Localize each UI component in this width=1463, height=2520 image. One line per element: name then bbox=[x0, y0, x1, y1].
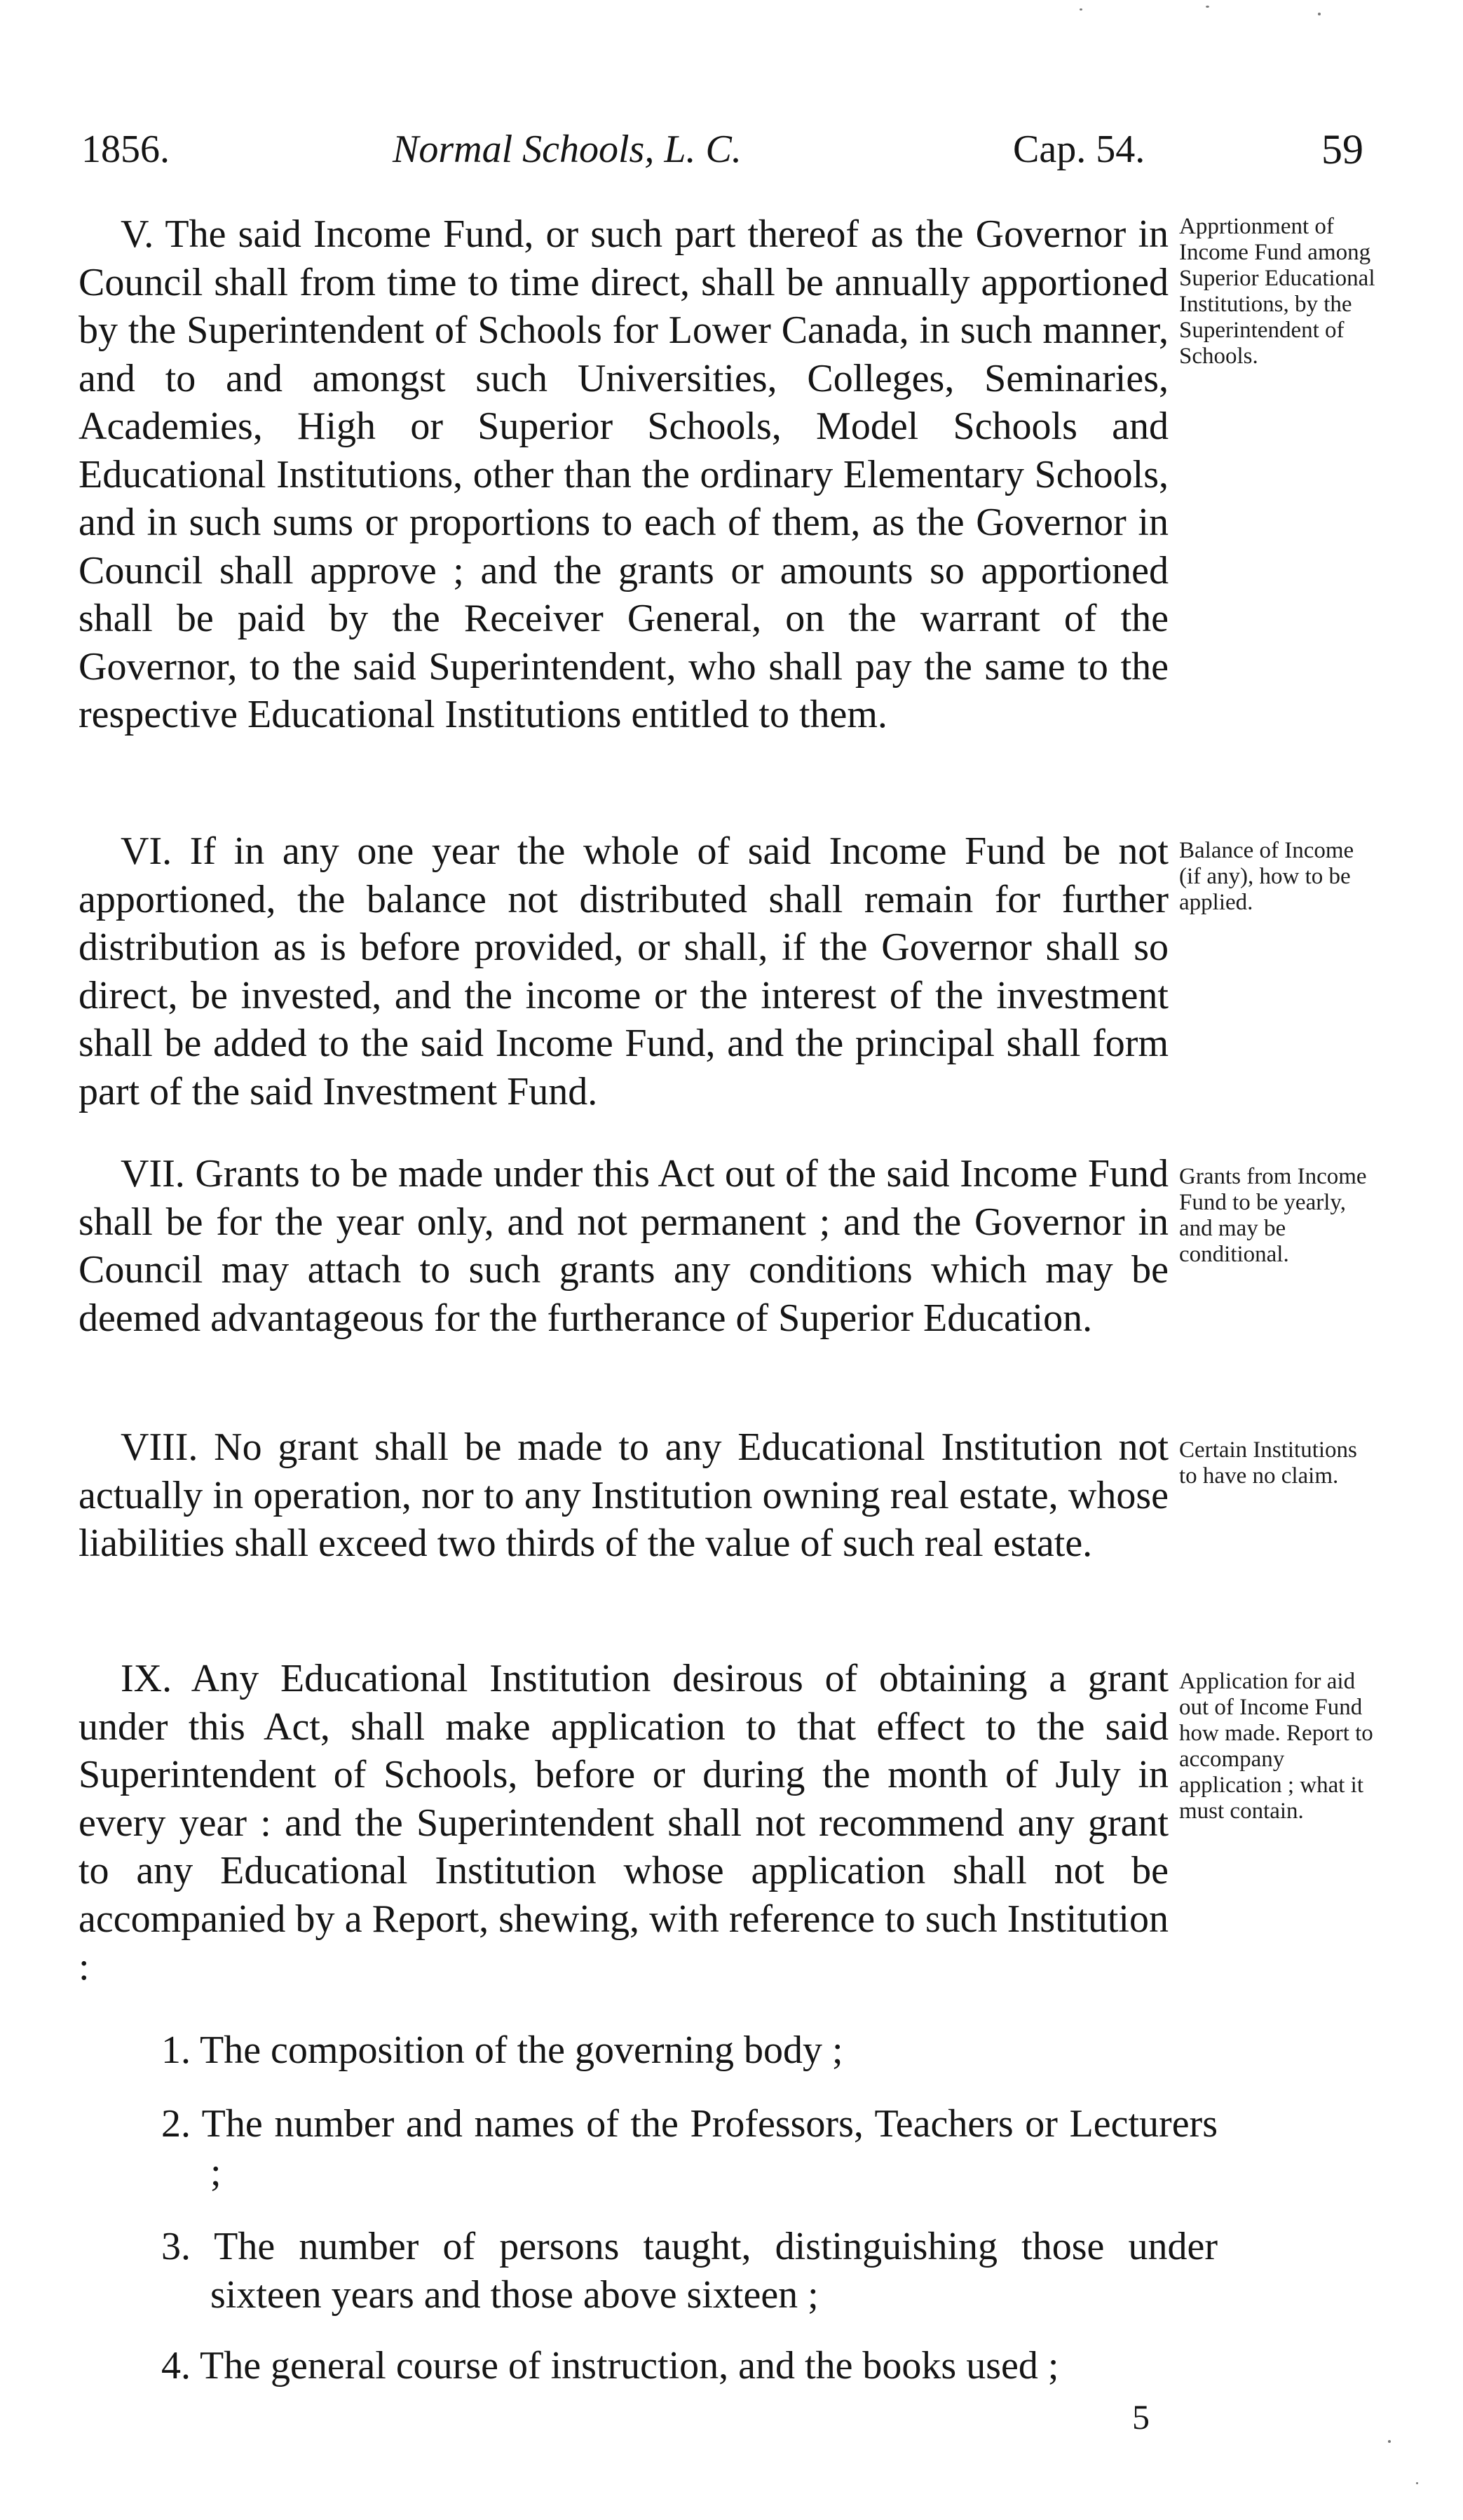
margin-note-v: Apprtionment of Income Fund among Superior Educational Institutions, by the Superintendent of Schools. bbox=[1179, 214, 1375, 369]
scan-speck bbox=[1080, 8, 1082, 11]
section-text: VII. Grants to be made under this Act out of the said Income Fund shall be for the year only, and not permanent ; and the Governor in Council may attach to such grants any conditions which may be deemed advantageous for the furtherance of Superior Education. bbox=[79, 1152, 1169, 1340]
list-item: 4. The general course of instruction, and the books used ; bbox=[161, 2344, 1059, 2387]
scan-speck bbox=[1206, 6, 1209, 8]
scan-speck bbox=[1318, 13, 1321, 15]
header-chapter: Cap. 54. bbox=[1013, 128, 1145, 171]
page-number: 59 bbox=[1321, 126, 1363, 172]
scan-speck bbox=[1416, 2482, 1418, 2484]
section-vi bbox=[79, 827, 1169, 1116]
margin-note-vi: Balance of Income (if any), how to be applied. bbox=[1179, 838, 1354, 915]
section-ix bbox=[79, 1655, 1169, 1991]
margin-note-ix: Application for aid out of Income Fund how made. Report to accompany application ; what it must contain. bbox=[1179, 1669, 1373, 1824]
margin-note-viii: Certain Institutions to have no claim. bbox=[1179, 1437, 1357, 1489]
section-vii bbox=[79, 1150, 1169, 1342]
section-text: VI. If in any one year the whole of said Income Fund be not apportioned, the balance not distributed shall remain for further distribution as is before provided, or shall, if the Governor shall so direct, be invested, and the income or the interest of the investment shall be added to the said Income Fund, and the principal shall form part of the said Investment Fund. bbox=[79, 829, 1169, 1113]
section-v bbox=[79, 210, 1169, 739]
signature-mark: 5 bbox=[1132, 2397, 1150, 2437]
section-viii bbox=[79, 1423, 1169, 1568]
section-text: V. The said Income Fund, or such part thereof as the Governor in Council shall from time to time direct, shall be annually apportioned by the Superintendent of Schools for Lower Canada, in such manner, and to and amongst such Universities, Colleges, Seminaries, Academies, High or Superior Schools, Model Schools and Educational Institutions, other than the ordinary Elementary Schools, and in such sums or proportions to each of them, as the Governor in Council shall approve ; and the grants or amounts so apportioned shall be paid by the Receiver General, on the warrant of the Governor, to the said Superintendent, who shall pay the same to the respective Educational Institutions entitled to them. bbox=[79, 212, 1169, 736]
list-item: 3. The number of persons taught, distinguishing those under sixteen years and those above sixteen ; bbox=[161, 2225, 1218, 2317]
list-item: 2. The number and names of the Professors, Teachers or Lecturers ; bbox=[161, 2102, 1218, 2194]
header-title: Normal Schools, L. C. bbox=[393, 128, 742, 171]
margin-note-vii: Grants from Income Fund to be yearly, and may be conditional. bbox=[1179, 1164, 1367, 1267]
page-header bbox=[0, 125, 1463, 181]
list-item: 1. The composition of the governing body ; bbox=[161, 2028, 843, 2072]
header-year: 1856. bbox=[81, 128, 170, 171]
scan-speck bbox=[1388, 2440, 1391, 2443]
section-text: IX. Any Educational Institution desirous of obtaining a grant under this Act, shall make application to that effect to the said Superintendent of Schools, before or during the month of July in every year : and the Superintendent shall not recommend any grant to any Educational Institution whose application shall not be accompanied by a Report, shewing, with reference to such Institution : bbox=[79, 1657, 1169, 1989]
section-text: VIII. No grant shall be made to any Educational Institution not actually in operation, nor to any Institution owning real estate, whose liabilities shall exceed two thirds of the value of such real estate. bbox=[79, 1425, 1169, 1565]
